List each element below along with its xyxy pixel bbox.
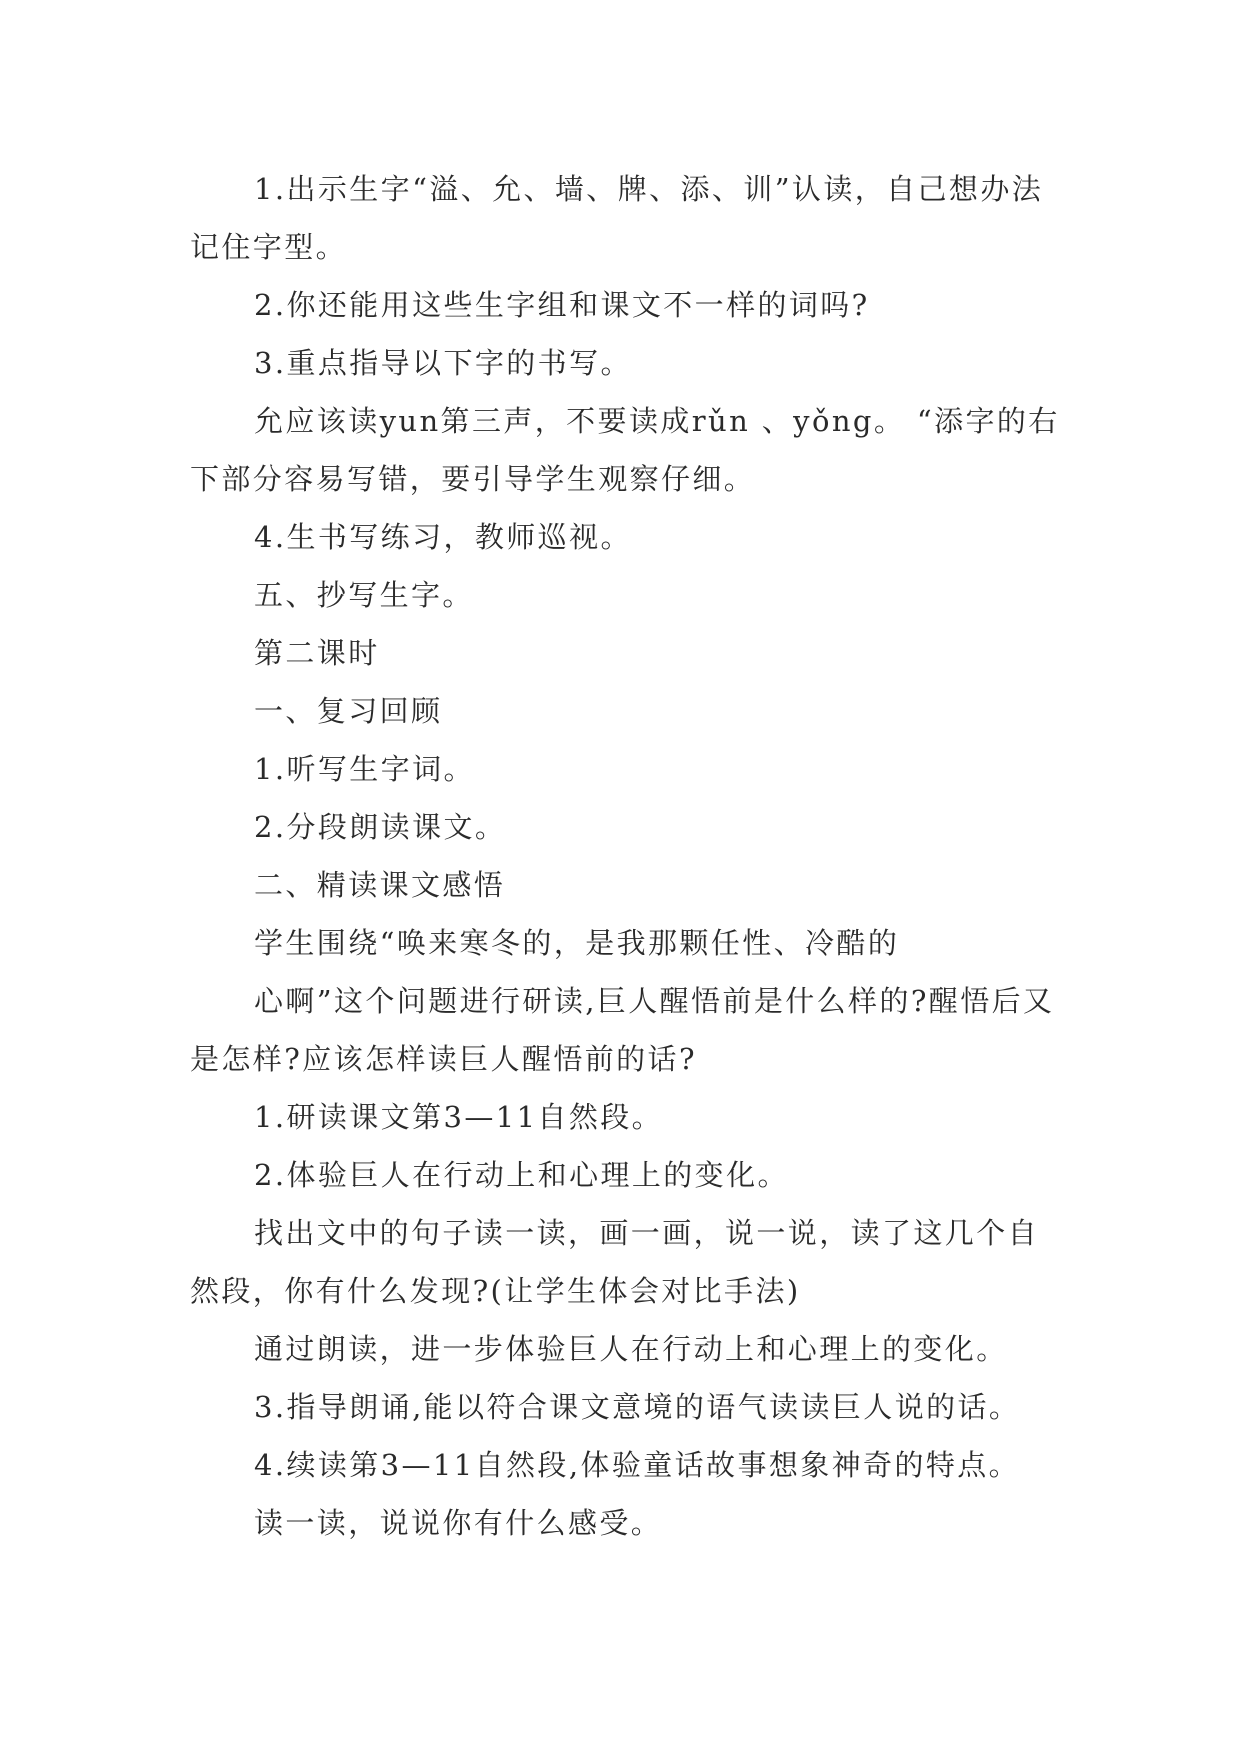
paragraph-18: 3.指导朗诵,能以符合课文意境的语气读读巨人说的话。 <box>254 1390 1021 1424</box>
paragraph-20: 读一读，说说你有什么感受。 <box>254 1506 663 1540</box>
paragraph-12: 学生围绕“唤来寒冬的，是我那颗任性、冷酷的 <box>254 926 900 960</box>
paragraph-9: 1.听写生字词。 <box>254 752 475 786</box>
paragraph-1: 1.出示生字“溢、允、墙、牌、添、训”认读，自己想办法记住字型。 <box>190 172 1044 264</box>
paragraph-17: 通过朗读，进一步体验巨人在行动上和心理上的变化。 <box>254 1332 1008 1366</box>
paragraph-5: 4.生书写练习，教师巡视。 <box>254 520 632 554</box>
paragraph-10: 2.分段朗读课文。 <box>254 810 507 844</box>
paragraph-3: 3.重点指导以下字的书写。 <box>254 346 632 380</box>
paragraph-7: 第二课时 <box>254 636 380 670</box>
paragraph-6: 五、抄写生字。 <box>254 578 474 612</box>
paragraph-15: 2.体验巨人在行动上和心理上的变化。 <box>254 1158 789 1192</box>
paragraph-13: 心啊”这个问题进行研读,巨人醒悟前是什么样的?醒悟后又是怎样?应该怎样读巨人醒悟前的话? <box>190 984 1055 1076</box>
paragraph-19: 4.续读第3—11自然段,体验童话故事想象神奇的特点。 <box>254 1448 1021 1482</box>
document-body <box>190 160 1070 1552</box>
paragraph-16: 找出文中的句子读一读，画一画，说一说，读了这几个自然段，你有什么发现?(让学生体会对比手法) <box>190 1216 1040 1308</box>
paragraph-8: 一、复习回顾 <box>254 694 443 728</box>
paragraph-4: 允应该读yun第三声，不要读成rǔn 、yǒng。 “添字的右下部分容易写错，要引导学生观察仔细。 <box>190 404 1060 496</box>
paragraph-11: 二、精读课文感悟 <box>254 868 506 902</box>
paragraph-2: 2.你还能用这些生字组和课文不一样的词吗? <box>254 288 870 322</box>
paragraph-14: 1.研读课文第3—11自然段。 <box>254 1100 664 1134</box>
